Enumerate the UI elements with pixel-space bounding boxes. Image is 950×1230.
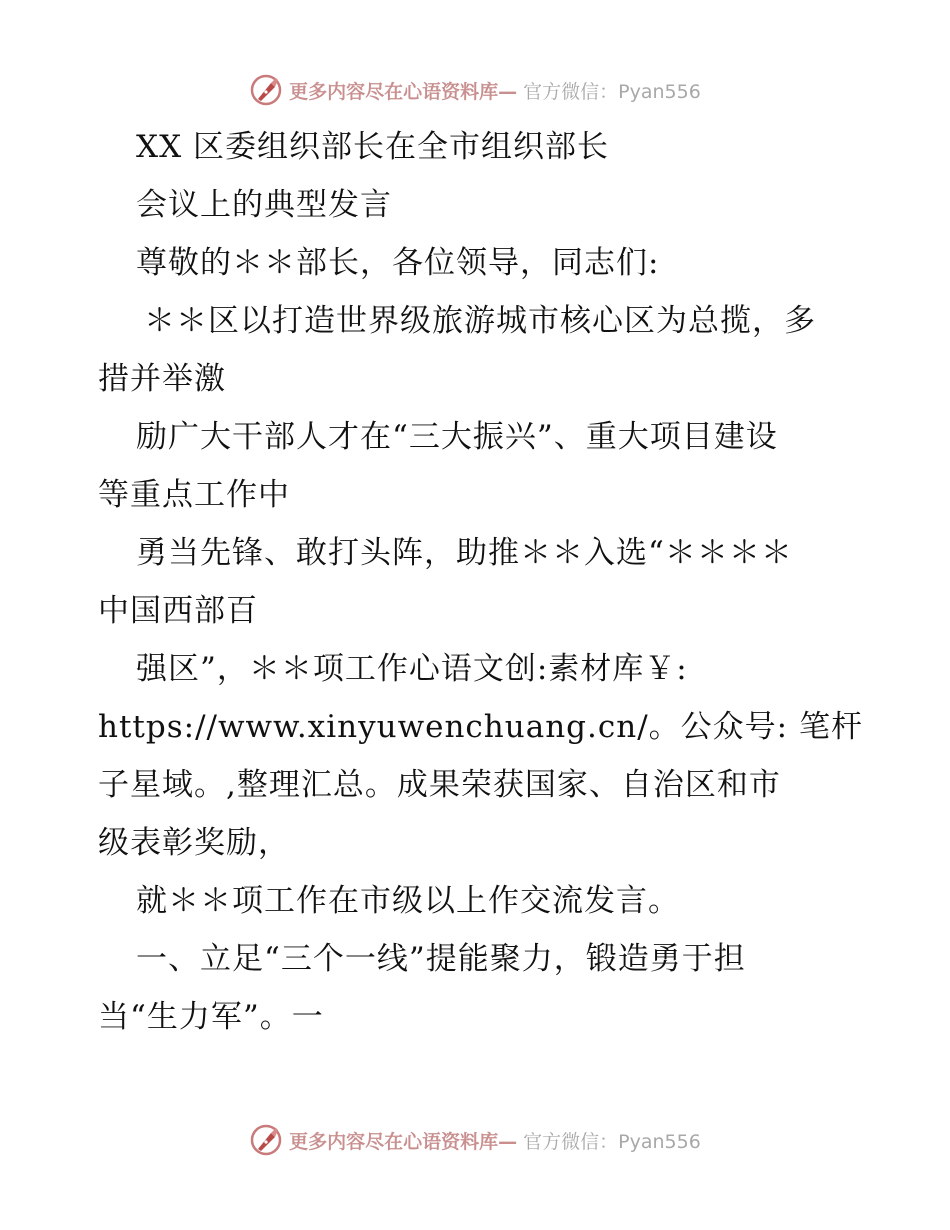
banner-wechat: 官方微信：Pyan556 [523,1130,701,1153]
header-banner [0,70,950,110]
pen-nib-logo-icon [249,1123,283,1157]
doc-paragraph-line: 中国西部百 [98,593,258,629]
document-body [98,118,863,1046]
doc-section-heading: 一、立足“三个一线”提能聚力，锻造勇于担 [136,941,746,977]
banner-text: 更多内容尽在心语资料库— [289,1130,518,1153]
doc-paragraph-line: 等重点工作中 [98,477,290,513]
doc-paragraph-line: 勇当先锋、敢打头阵，助推＊＊入选“＊＊＊＊ [136,535,793,571]
banner-text: 更多内容尽在心语资料库— [289,80,518,103]
doc-title-line-2: 会议上的典型发言 [136,187,392,223]
doc-paragraph-line: https://www.xinyuwenchuang.cn/。公众号: 笔杆 [98,709,863,745]
doc-section-heading-cont: 当“生力军”。一 [98,999,324,1035]
banner-wechat: 官方微信：Pyan556 [523,80,701,103]
doc-salutation: 尊敬的＊＊部长，各位领导，同志们: [136,245,660,281]
footer-banner [0,1120,950,1160]
pen-nib-logo-icon [249,73,283,107]
doc-paragraph-line: 励广大干部人才在“三大振兴”、重大项目建设 [136,419,778,455]
doc-paragraph-line: 措并举激 [98,361,226,397]
doc-paragraph-line: 子星域。,整理汇总。成果荣获国家、自治区和市 [98,767,781,803]
doc-title-line-1: XX 区委组织部长在全市组织部长 [136,129,609,165]
doc-paragraph-line: 就＊＊项工作在市级以上作交流发言。 [136,883,680,919]
doc-paragraph-line: 级表彰奖励， [98,825,290,861]
doc-paragraph-line: 强区”，＊＊项工作心语文创:素材库￥: [136,651,688,687]
doc-paragraph-line: ＊＊区以打造世界级旅游城市核心区为总揽，多 [144,303,816,339]
